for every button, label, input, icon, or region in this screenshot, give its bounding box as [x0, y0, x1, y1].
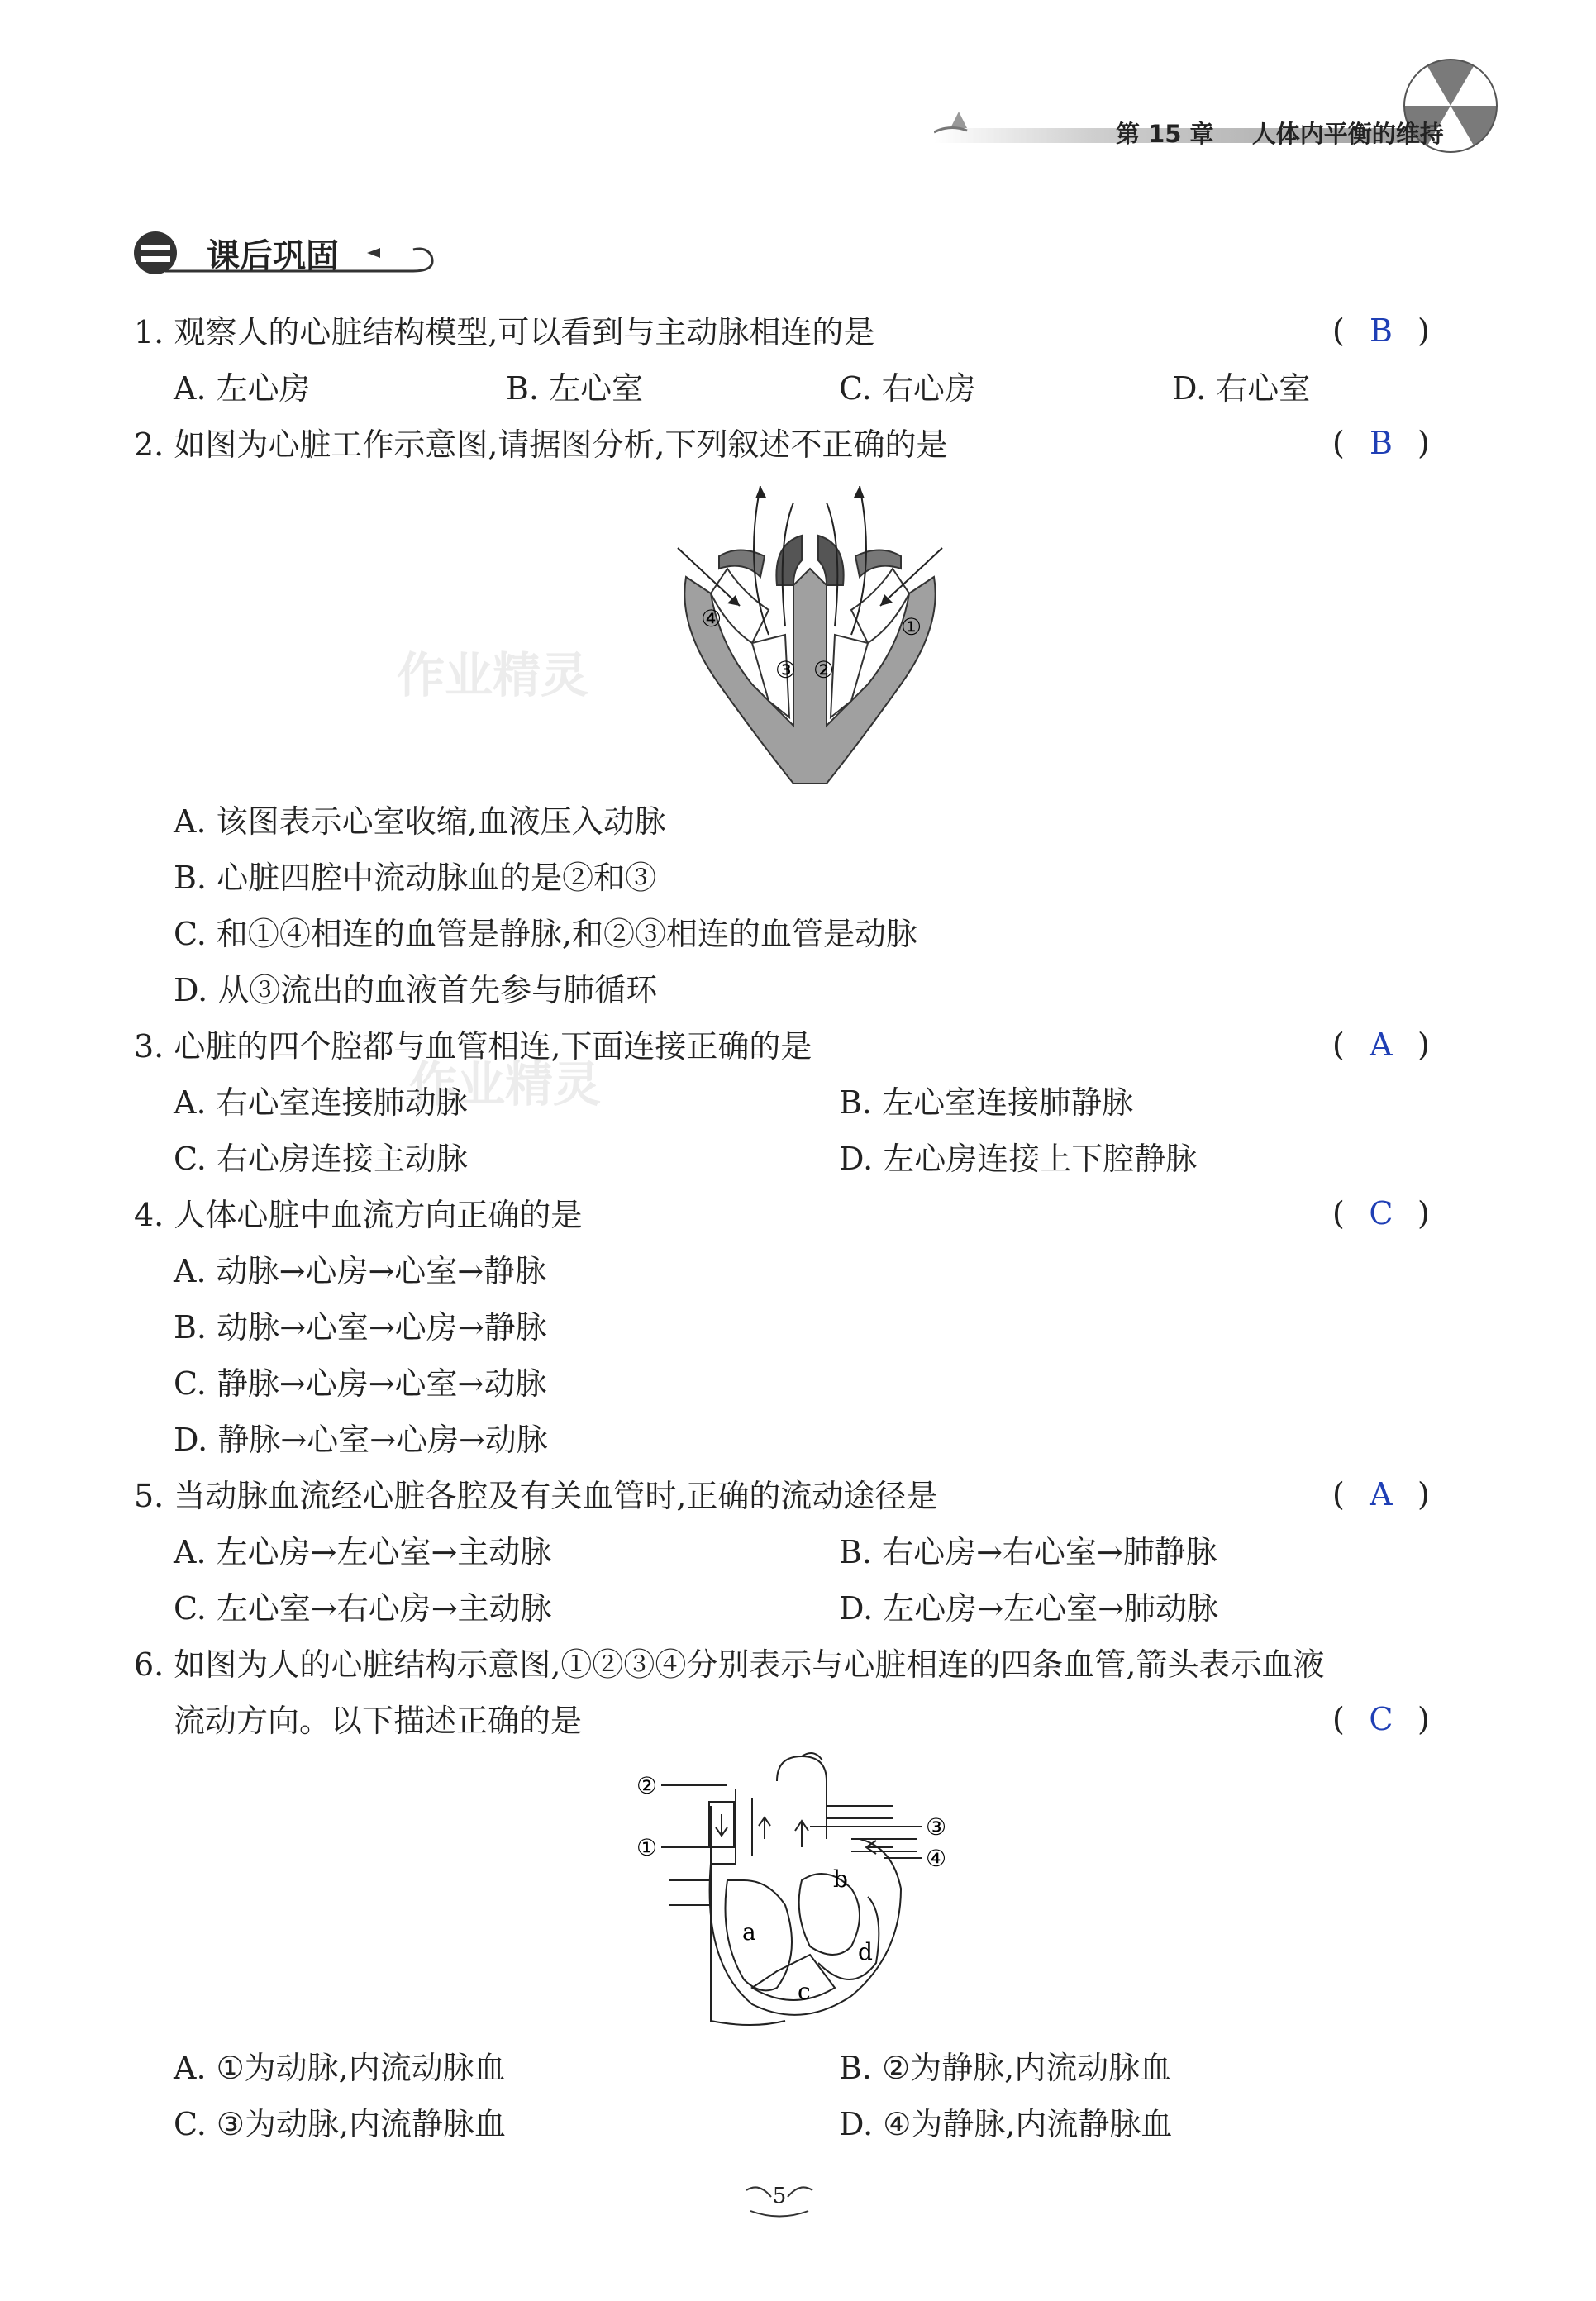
- question-1-answer: ( B ): [1332, 312, 1430, 349]
- figure-label: ①: [901, 613, 922, 641]
- question-4-stem: 4. 人体心脏中血流方向正确的是: [134, 1197, 583, 1233]
- question-1-option-b: B. 左心室: [506, 370, 644, 407]
- question-6-option-c: C. ③为动脉,内流静脉血: [174, 2106, 507, 2142]
- question-1-option-a: A. 左心房: [174, 370, 311, 407]
- question-3-option-d: D. 左心房连接上下腔静脉: [839, 1141, 1198, 1177]
- answer-letter: A: [1370, 1476, 1393, 1513]
- question-3-option-c: C. 右心房连接主动脉: [174, 1141, 468, 1177]
- watermark: 作业精灵: [397, 647, 589, 703]
- question-2-option-b: B. 心脏四腔中流动脉血的是②和③: [174, 860, 657, 896]
- question-6-stem: 6. 如图为人的心脏结构示意图,①②③④分别表示与心脏相连的四条血管,箭头表示血液: [134, 1646, 1325, 1683]
- answer-letter: C: [1369, 1195, 1394, 1231]
- question-3-stem: 3. 心脏的四个腔都与血管相连,下面连接正确的是: [134, 1028, 812, 1065]
- answer-letter: B: [1369, 312, 1393, 349]
- question-6-answer: ( C ): [1332, 1701, 1430, 1737]
- watermark: 作业精灵: [409, 1056, 602, 1112]
- figure-label: c: [798, 1978, 811, 2005]
- question-5-option-c: C. 左心室→右心房→主动脉: [174, 1590, 552, 1627]
- section-heading: [132, 223, 446, 289]
- figure-label: ②: [813, 656, 835, 684]
- heart-diagram-figure: [661, 478, 959, 792]
- question-6-option-a: A. ①为动脉,内流动脉血: [174, 2050, 506, 2086]
- figure-label: a: [742, 1918, 756, 1946]
- question-5-option-b: B. 右心房→右心室→肺静脉: [839, 1534, 1217, 1570]
- answer-letter: C: [1369, 1701, 1394, 1737]
- heart-working-diagram: [661, 478, 959, 792]
- question-6-option-d: D. ④为静脉,内流静脉血: [839, 2106, 1173, 2142]
- question-6-stem-continued: 流动方向。以下描述正确的是: [174, 1703, 583, 1739]
- question-4-option-a: A. 动脉→心房→心室→静脉: [174, 1253, 547, 1289]
- answer-letter: B: [1369, 425, 1393, 461]
- page-header: [934, 50, 1513, 157]
- question-4-answer: ( C ): [1332, 1195, 1430, 1231]
- page-number: 5: [772, 2184, 787, 2208]
- question-4-option-c: C. 静脉→心房→心室→动脉: [174, 1365, 547, 1402]
- question-5-option-d: D. 左心房→左心室→肺动脉: [839, 1590, 1218, 1627]
- question-4-option-d: D. 静脉→心室→心房→动脉: [174, 1422, 548, 1458]
- question-2-option-a: A. 该图表示心室收缩,血液压入动脉: [174, 803, 666, 840]
- chapter-title: 人体内平衡的维持: [1251, 120, 1444, 148]
- figure-label: ④: [701, 605, 722, 632]
- question-2-option-d: D. 从③流出的血液首先参与肺循环: [174, 972, 658, 1008]
- figure-label: ③: [775, 656, 797, 684]
- figure-label: ④: [926, 1845, 947, 1872]
- question-3-option-b: B. 左心室连接肺静脉: [839, 1084, 1134, 1121]
- question-5-stem: 5. 当动脉血流经心脏各腔及有关血管时,正确的流动途径是: [134, 1478, 938, 1514]
- heart-structure-figure: [636, 1748, 967, 2033]
- question-2-option-c: C. 和①④相连的血管是静脉,和②③相连的血管是动脉: [174, 916, 917, 952]
- question-1-stem: 1. 观察人的心脏结构模型,可以看到与主动脉相连的是: [134, 314, 875, 350]
- question-1-option-c: C. 右心房: [839, 370, 976, 407]
- question-2-stem: 2. 如图为心脏工作示意图,请据图分析,下列叙述不正确的是: [134, 426, 948, 463]
- question-5-option-a: A. 左心房→左心室→主动脉: [174, 1534, 552, 1570]
- figure-label: b: [833, 1865, 848, 1893]
- question-3-option-a: A. 右心室连接肺动脉: [174, 1084, 468, 1121]
- question-4-option-b: B. 动脉→心室→心房→静脉: [174, 1309, 547, 1346]
- section-title: 课后巩固: [207, 237, 339, 275]
- question-5-answer: ( A ): [1332, 1476, 1430, 1513]
- figure-label: ②: [636, 1772, 658, 1799]
- answer-letter: A: [1370, 1027, 1393, 1063]
- page-footer: [738, 2174, 821, 2223]
- question-6-option-b: B. ②为静脉,内流动脉血: [839, 2050, 1172, 2086]
- figure-label: ①: [636, 1834, 658, 1861]
- figure-label: ③: [926, 1813, 947, 1841]
- question-3-answer: ( A ): [1332, 1027, 1430, 1063]
- chapter-label: 第 15 章: [1116, 120, 1214, 148]
- heart-structure-diagram: [636, 1748, 967, 2033]
- question-1-option-d: D. 右心室: [1172, 370, 1311, 407]
- figure-label: d: [858, 1938, 873, 1965]
- question-2-answer: ( B ): [1332, 425, 1430, 461]
